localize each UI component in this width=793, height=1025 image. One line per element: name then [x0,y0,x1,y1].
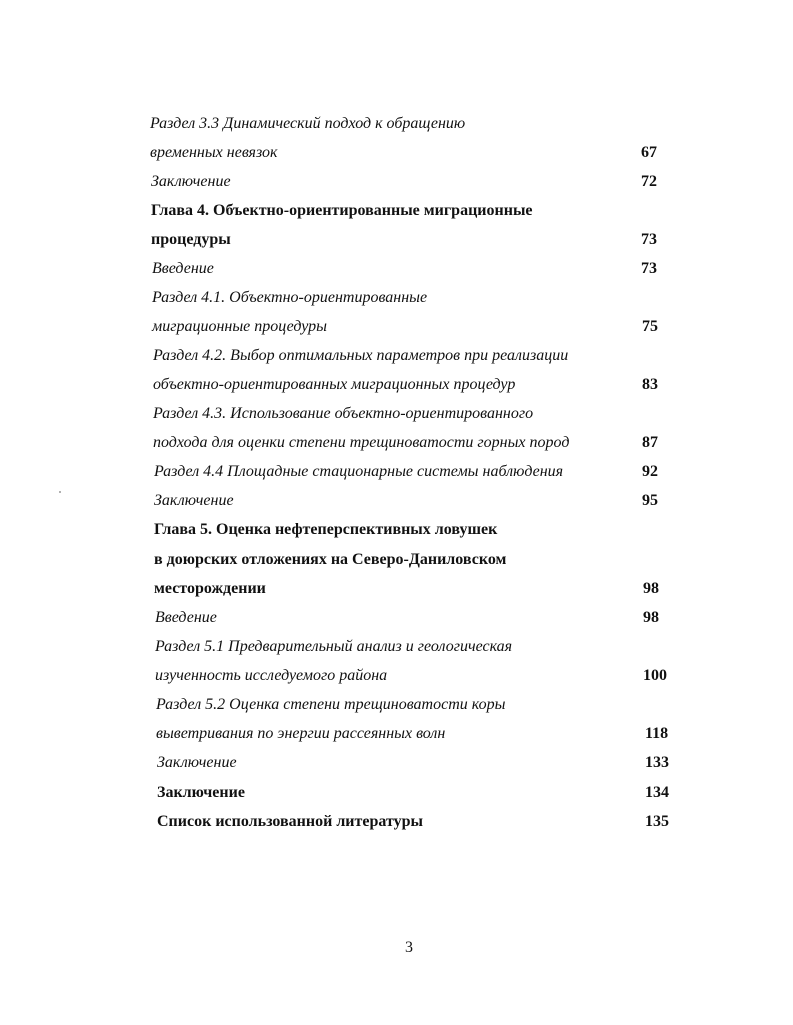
toc-line: Заключение [154,492,234,509]
toc-page-number: 87 [642,434,658,451]
toc-line: Раздел 4.3. Использование объектно-ориентированного [153,405,534,422]
toc-line: подхода для оценки степени трещиноватости горных пород [153,434,570,451]
toc-line: объектно-ориентированных миграционных процедур [153,376,516,393]
toc-line: временных невязок [150,144,278,161]
toc-line: Раздел 4.1. Объектно-ориентированные [152,289,428,306]
toc-line: Введение [152,260,214,277]
toc-page-number: 100 [643,667,667,684]
toc-page-number: 75 [642,318,658,335]
toc-chapter-heading: Глава 4. Объектно-ориентированные миграционные [151,202,533,219]
toc-line: Введение [155,609,217,626]
toc-page-number: 73 [641,231,657,248]
toc-line: выветривания по энергии рассеянных волн [156,725,446,742]
toc-page-number: 98 [643,580,659,597]
toc-line: Раздел 4.2. Выбор оптимальных параметров при реализации [153,347,569,364]
toc-page-number: 67 [641,144,657,161]
toc-line: Раздел 3.3 Динамический подход к обращению [150,115,466,132]
toc-line: Раздел 5.2 Оценка степени трещиноватости коры [156,696,506,713]
scan-speck [59,491,61,493]
toc-chapter-heading: в доюрских отложениях на Северо-Даниловском [154,551,507,568]
toc-chapter-heading: процедуры [151,231,231,248]
toc-page-number: 135 [645,813,669,830]
toc-line: миграционные процедуры [152,318,327,335]
toc-chapter-heading: Список использованной литературы [157,813,423,830]
toc-page-number: 134 [645,784,669,801]
toc-page-number: 72 [641,173,657,190]
toc-line: изученность исследуемого района [155,667,388,684]
toc-line: Раздел 4.4 Площадные стационарные системы наблюдения [154,463,564,480]
toc-chapter-heading: Глава 5. Оценка нефтеперспективных ловушек [154,521,498,538]
toc-line: Заключение [151,173,231,190]
toc-chapter-heading: Заключение [157,784,245,801]
toc-page-number: 133 [645,754,669,771]
toc-chapter-heading: месторождении [154,580,266,597]
toc-page-number: 118 [645,725,669,742]
toc-page-number: 92 [642,463,658,480]
toc-page-number: 83 [642,376,658,393]
toc-page-number: 98 [643,609,659,626]
toc-page-number: 95 [642,492,658,509]
page-number: 3 [405,939,413,956]
toc-page-number: 73 [641,260,657,277]
toc-line: Раздел 5.1 Предварительный анализ и геологическая [155,638,513,655]
toc-line: Заключение [157,754,237,771]
